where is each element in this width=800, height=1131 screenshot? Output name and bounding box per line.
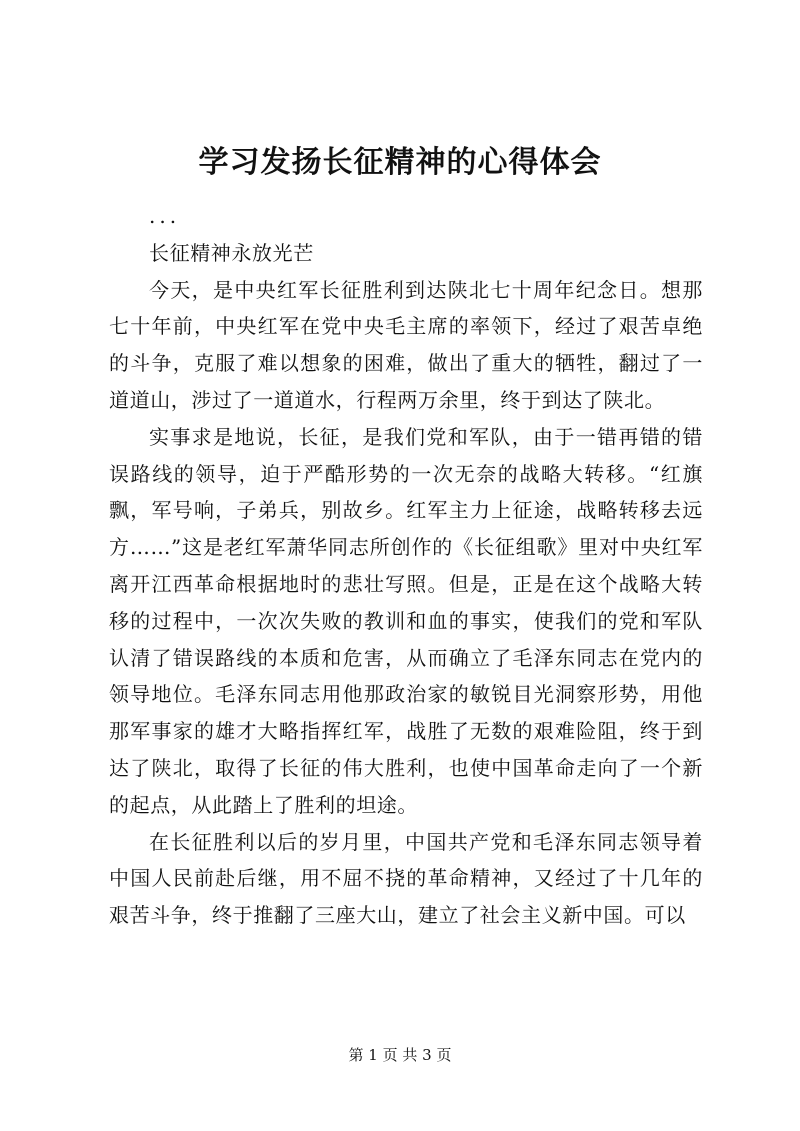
- document-title: 学习发扬长征精神的心得体会: [198, 145, 602, 180]
- page-footer: 第 1 页 共 3 页: [348, 1046, 452, 1064]
- paragraph-3: 在长征胜利以后的岁月里，中国共产党和毛泽东同志领导着中国人民前赴后继，用不屈不挠的革命精神，又经过了十几年的艰苦斗争，终于推翻了三座大山，建立了社会主义新中国。可以: [109, 829, 703, 928]
- ellipsis-line: ...: [149, 204, 181, 228]
- document-body: [109, 198, 703, 934]
- paragraph-2: 实事求是地说，长征，是我们党和军队，由于一错再错的错误路线的领导，迫于严酷形势的一次无奈的战略大转移。“红旗飘，军号响，子弟兵，别故乡。红军主力上征途，战略转移去远方……”这是老红军萧华同志所创作的《长征组歌》里对中央红军离开江西革命根据地时的悲壮写照。但是，正是在这个战略大转移的过程中，一次次失败的教训和血的事实，使我们的党和军队认清了错误路线的本质和危害，从而确立了毛泽东同志在党内的领导地位。毛泽东同志用他那政治家的敏锐目光洞察形势，用他那军事家的雄才大略指挥红军，战胜了无数的艰难险阻，终于到达了陕北，取得了长征的伟大胜利，也使中国革命走向了一个新的起点，从此踏上了胜利的坦途。: [109, 424, 703, 817]
- paragraph-1: 今天，是中央红军长征胜利到达陕北七十周年纪念日。想那七十年前，中央红军在党中央毛主席的率领下，经过了艰苦卓绝的斗争，克服了难以想象的困难，做出了重大的牺牲，翻过了一道道山，涉过了一道道水，行程两万余里，终于到达了陕北。: [109, 277, 703, 412]
- subtitle: 长征精神永放光芒: [149, 240, 314, 265]
